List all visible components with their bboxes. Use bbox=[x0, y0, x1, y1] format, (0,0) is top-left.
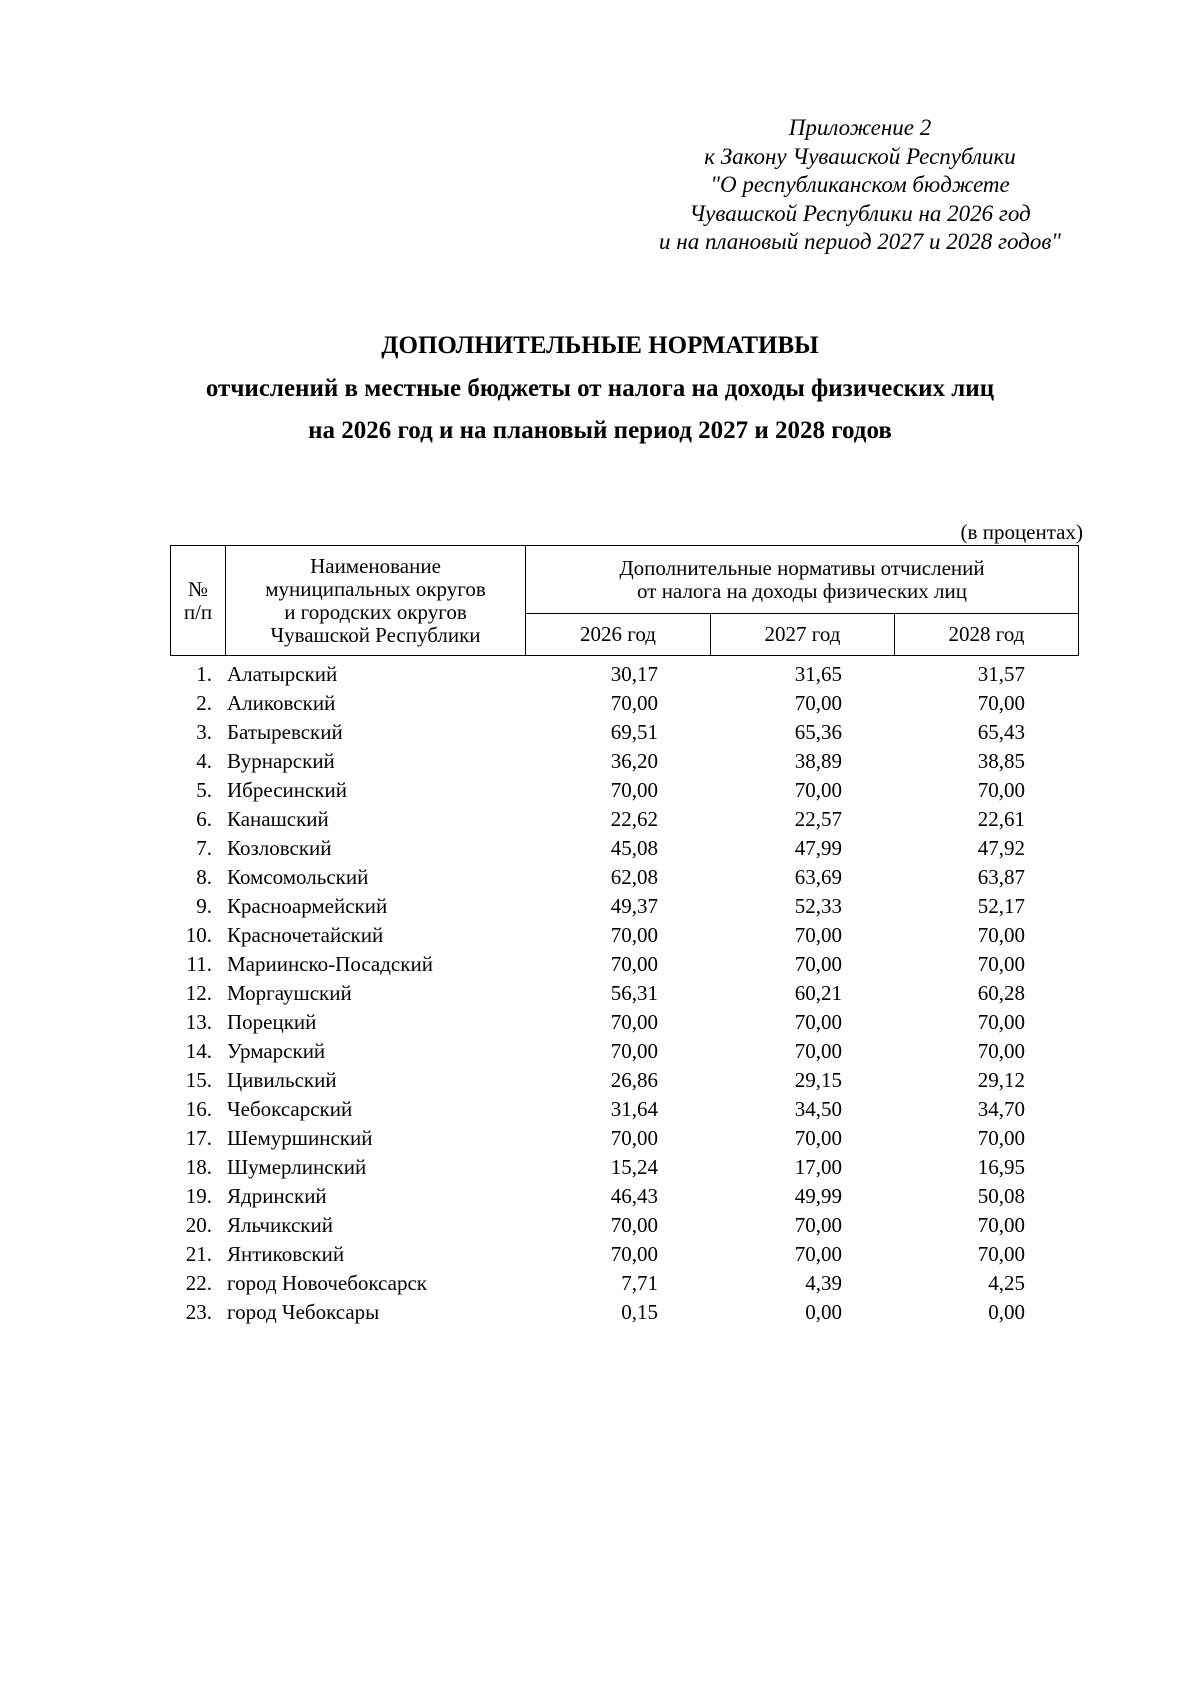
value-2028: 4,25 bbox=[988, 1271, 1025, 1295]
value-2027: 52,33 bbox=[794, 894, 842, 918]
row-number: 15. bbox=[185, 1068, 212, 1092]
value-2027: 60,21 bbox=[794, 981, 842, 1005]
municipality-name: Яльчикский bbox=[227, 1213, 333, 1237]
municipality-name: Батыревский bbox=[227, 720, 343, 744]
municipality-name: Аликовский bbox=[227, 691, 336, 715]
value-2026: 26,86 bbox=[610, 1068, 658, 1092]
value-2027: 34,50 bbox=[794, 1097, 842, 1121]
table-row bbox=[170, 1298, 1078, 1327]
value-2027: 65,36 bbox=[794, 720, 842, 744]
value-2028: 60,28 bbox=[977, 981, 1025, 1005]
value-2027: 22,57 bbox=[794, 807, 842, 831]
municipality-name: город Новочебоксарск bbox=[227, 1271, 427, 1295]
municipality-name: город Чебоксары bbox=[227, 1300, 380, 1324]
appendix-line: "О республиканском бюджете bbox=[710, 172, 1010, 197]
appendix-note bbox=[600, 114, 1120, 257]
header-group: Дополнительные нормативы отчислений от налога на доходы физических лиц bbox=[526, 546, 1079, 614]
title-line: ДОПОЛНИТЕЛЬНЫЕ НОРМАТИВЫ bbox=[381, 332, 819, 359]
value-2028: 70,00 bbox=[977, 1039, 1025, 1063]
value-2026: 49,37 bbox=[610, 894, 658, 918]
value-2026: 31,64 bbox=[610, 1097, 658, 1121]
value-2028: 29,12 bbox=[977, 1068, 1025, 1092]
value-2028: 70,00 bbox=[977, 923, 1025, 947]
value-2027: 17,00 bbox=[794, 1155, 842, 1179]
value-2027: 70,00 bbox=[794, 923, 842, 947]
value-2026: 70,00 bbox=[610, 1213, 658, 1237]
row-number: 18. bbox=[185, 1155, 212, 1179]
municipality-name: Козловский bbox=[227, 836, 332, 860]
municipality-name: Шемуршинский bbox=[227, 1126, 373, 1150]
row-number: 11. bbox=[186, 952, 212, 976]
value-2026: 30,17 bbox=[610, 662, 658, 686]
municipality-name: Вурнарский bbox=[227, 749, 335, 773]
table-row bbox=[170, 1037, 1078, 1066]
value-2027: 47,99 bbox=[794, 836, 842, 860]
value-2027: 38,89 bbox=[794, 749, 842, 773]
row-number: 5. bbox=[196, 778, 212, 802]
municipality-name: Алатырский bbox=[227, 662, 338, 686]
table-row bbox=[170, 1182, 1078, 1211]
value-2026: 0,15 bbox=[621, 1300, 658, 1324]
value-2028: 50,08 bbox=[977, 1184, 1025, 1208]
table-row bbox=[170, 892, 1078, 921]
value-2027: 0,00 bbox=[805, 1300, 842, 1324]
value-2026: 70,00 bbox=[610, 1242, 658, 1266]
table-row bbox=[170, 1153, 1078, 1182]
value-2027: 70,00 bbox=[794, 691, 842, 715]
subtitle-line: отчислений в местные бюджеты от налога на доходы физических лиц bbox=[205, 375, 995, 402]
value-2028: 70,00 bbox=[977, 778, 1025, 802]
table-row bbox=[170, 1211, 1078, 1240]
row-number: 9. bbox=[196, 894, 212, 918]
table-row bbox=[170, 747, 1078, 776]
value-2027: 70,00 bbox=[794, 952, 842, 976]
value-2028: 63,87 bbox=[977, 865, 1025, 889]
value-2027: 70,00 bbox=[794, 1213, 842, 1237]
row-number: 12. bbox=[185, 981, 212, 1005]
table-header bbox=[170, 545, 1079, 656]
value-2026: 70,00 bbox=[610, 1126, 658, 1150]
value-2027: 70,00 bbox=[794, 1242, 842, 1266]
table-row bbox=[170, 1095, 1078, 1124]
value-2027: 49,99 bbox=[794, 1184, 842, 1208]
municipality-name: Порецкий bbox=[227, 1010, 317, 1034]
table-row bbox=[170, 1124, 1078, 1153]
header-number: № п/п bbox=[171, 546, 226, 656]
municipality-name: Ибресинский bbox=[227, 778, 347, 802]
row-number: 13. bbox=[185, 1010, 212, 1034]
value-2026: 46,43 bbox=[610, 1184, 658, 1208]
value-2028: 52,17 bbox=[977, 894, 1025, 918]
appendix-line: к Закону Чувашской Республики bbox=[704, 143, 1016, 169]
value-2028: 0,00 bbox=[988, 1300, 1025, 1324]
table-row bbox=[170, 1008, 1078, 1037]
table-row bbox=[170, 1269, 1078, 1298]
table-row bbox=[170, 660, 1078, 689]
value-2026: 70,00 bbox=[610, 923, 658, 947]
header-year: 2026 год bbox=[526, 614, 711, 656]
value-2028: 70,00 bbox=[977, 952, 1025, 976]
table-row bbox=[170, 834, 1078, 863]
header-year: 2027 год bbox=[711, 614, 895, 656]
header-year: 2028 год bbox=[895, 614, 1079, 656]
value-2028: 70,00 bbox=[977, 1242, 1025, 1266]
value-2027: 70,00 bbox=[794, 778, 842, 802]
row-number: 19. bbox=[185, 1184, 212, 1208]
header-name: Наименование муниципальных округов и городских округов Чувашской Республики bbox=[226, 546, 526, 656]
municipality-name: Красночетайский bbox=[227, 923, 384, 947]
value-2027: 63,69 bbox=[794, 865, 842, 889]
table-row bbox=[170, 950, 1078, 979]
value-2028: 70,00 bbox=[977, 1126, 1025, 1150]
value-2026: 62,08 bbox=[610, 865, 658, 889]
value-2028: 22,61 bbox=[977, 807, 1025, 831]
municipality-name: Янтиковский bbox=[227, 1242, 345, 1266]
row-number: 8. bbox=[196, 865, 212, 889]
table-row bbox=[170, 1240, 1078, 1269]
value-2026: 7,71 bbox=[621, 1271, 658, 1295]
value-2028: 38,85 bbox=[977, 749, 1025, 773]
table-row bbox=[170, 979, 1078, 1008]
value-2026: 56,31 bbox=[610, 981, 658, 1005]
value-2026: 22,62 bbox=[610, 807, 658, 831]
row-number: 14. bbox=[185, 1039, 212, 1063]
value-2026: 70,00 bbox=[610, 778, 658, 802]
appendix-line: Чувашской Республики на 2026 год bbox=[689, 200, 1031, 226]
table-body bbox=[170, 660, 1078, 1327]
appendix-line: Приложение 2 bbox=[788, 115, 932, 140]
value-2028: 47,92 bbox=[977, 836, 1025, 860]
appendix-line: и на плановый период 2027 и 2028 годов" bbox=[659, 229, 1061, 254]
row-number: 16. bbox=[185, 1097, 212, 1121]
row-number: 20. bbox=[185, 1213, 212, 1237]
value-2026: 69,51 bbox=[610, 720, 658, 744]
value-2026: 70,00 bbox=[610, 691, 658, 715]
value-2027: 70,00 bbox=[794, 1039, 842, 1063]
municipality-name: Ядринский bbox=[227, 1184, 327, 1208]
municipality-name: Канашский bbox=[227, 807, 329, 831]
municipality-name: Мариинско-Посадский bbox=[227, 952, 433, 976]
municipality-name: Шумерлинский bbox=[227, 1155, 367, 1179]
row-number: 1. bbox=[196, 662, 212, 686]
value-2027: 4,39 bbox=[805, 1271, 842, 1295]
subtitle-line: на 2026 год и на плановый период 2027 и 2028 годов bbox=[308, 417, 892, 444]
value-2026: 36,20 bbox=[610, 749, 658, 773]
value-2026: 70,00 bbox=[610, 952, 658, 976]
value-2028: 16,95 bbox=[977, 1155, 1025, 1179]
row-number: 7. bbox=[196, 836, 212, 860]
value-2028: 70,00 bbox=[977, 1010, 1025, 1034]
row-number: 22. bbox=[185, 1271, 212, 1295]
unit-note: (в процентах) bbox=[960, 520, 1083, 544]
value-2028: 70,00 bbox=[977, 691, 1025, 715]
row-number: 2. bbox=[196, 691, 212, 715]
municipality-name: Цивильский bbox=[227, 1068, 337, 1092]
table-row bbox=[170, 863, 1078, 892]
municipality-name: Урмарский bbox=[227, 1039, 326, 1063]
table-row bbox=[170, 718, 1078, 747]
table-row bbox=[170, 921, 1078, 950]
row-number: 21. bbox=[185, 1242, 212, 1266]
value-2027: 70,00 bbox=[794, 1126, 842, 1150]
row-number: 3. bbox=[196, 720, 212, 744]
value-2026: 70,00 bbox=[610, 1039, 658, 1063]
value-2026: 15,24 bbox=[610, 1155, 658, 1179]
value-2028: 31,57 bbox=[977, 662, 1025, 686]
value-2027: 31,65 bbox=[794, 662, 842, 686]
municipality-name: Чебоксарский bbox=[227, 1097, 353, 1121]
municipality-name: Моргаушский bbox=[227, 981, 352, 1005]
row-number: 17. bbox=[185, 1126, 212, 1150]
value-2028: 65,43 bbox=[977, 720, 1025, 744]
municipality-name: Комсомольский bbox=[227, 865, 369, 889]
table-row bbox=[170, 689, 1078, 718]
row-number: 10. bbox=[185, 923, 212, 947]
value-2027: 70,00 bbox=[794, 1010, 842, 1034]
value-2027: 29,15 bbox=[794, 1068, 842, 1092]
table-row bbox=[170, 776, 1078, 805]
row-number: 23. bbox=[185, 1300, 212, 1324]
value-2026: 70,00 bbox=[610, 1010, 658, 1034]
table-row bbox=[170, 1066, 1078, 1095]
municipality-name: Красноармейский bbox=[227, 894, 388, 918]
value-2026: 45,08 bbox=[610, 836, 658, 860]
value-2028: 70,00 bbox=[977, 1213, 1025, 1237]
row-number: 6. bbox=[196, 807, 212, 831]
value-2028: 34,70 bbox=[977, 1097, 1025, 1121]
row-number: 4. bbox=[196, 749, 212, 773]
table-row bbox=[170, 805, 1078, 834]
